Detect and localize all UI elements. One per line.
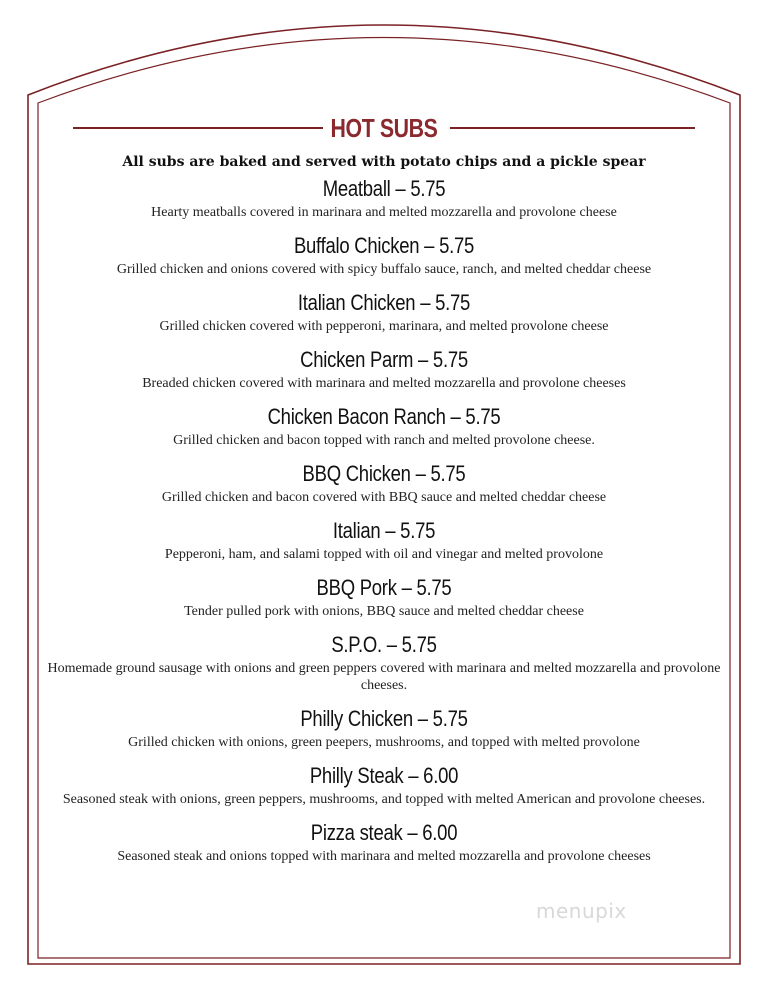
menu-item-description: Pepperoni, ham, and salami topped with oil and vinegar and melted provolone xyxy=(164,547,604,562)
menu-item-list xyxy=(40,174,728,865)
menu-item-name: Philly Steak – 6.00 xyxy=(309,763,459,788)
menu-item xyxy=(40,704,728,751)
menu-item-description: Seasoned steak with onions, green peppers, mushrooms, and topped with melted American and provolone cheeses. xyxy=(62,792,706,807)
menu-item-description: Homemade ground sausage with onions and green peppers covered with marinara and melted mozzarella and provolone cheeses. xyxy=(47,661,721,693)
section-subtitle: All subs are baked and served with potato chips and a pickle spear xyxy=(122,154,646,170)
menu-item-description: Breaded chicken covered with marinara and melted mozzarella and provolone cheeses xyxy=(142,376,626,391)
menu-item xyxy=(40,573,728,620)
section-title: HOT SUBS xyxy=(330,113,438,143)
menu-item xyxy=(40,818,728,865)
menu-item-description: Grilled chicken covered with pepperoni, marinara, and melted provolone cheese xyxy=(159,319,609,334)
menu-item-name: Meatball – 5.75 xyxy=(322,176,446,201)
watermark-logo: menupix xyxy=(536,899,627,923)
menu-item-name: Chicken Bacon Ranch – 5.75 xyxy=(267,404,501,429)
menu-item xyxy=(40,516,728,563)
menu-item-name: Italian – 5.75 xyxy=(332,518,436,543)
menu-item-description: Seasoned steak and onions topped with marinara and melted mozzarella and provolone cheeses xyxy=(117,849,651,864)
menu-item-name: Chicken Parm – 5.75 xyxy=(300,347,468,372)
menu-item-name: BBQ Chicken – 5.75 xyxy=(302,461,466,486)
menu-item-description: Grilled chicken with onions, green peepers, mushrooms, and topped with melted provolone xyxy=(128,735,640,750)
menu-item-name: Pizza steak – 6.00 xyxy=(310,820,458,845)
menu-item-name: Buffalo Chicken – 5.75 xyxy=(293,233,475,258)
menu-item-name: S.P.O. – 5.75 xyxy=(331,632,437,657)
menu-item-description: Grilled chicken and bacon covered with BBQ sauce and melted cheddar cheese xyxy=(161,490,607,505)
menu-item xyxy=(40,402,728,449)
menu-item xyxy=(40,345,728,392)
menu-content xyxy=(40,108,728,865)
menu-item-name: Philly Chicken – 5.75 xyxy=(300,706,468,731)
menu-item xyxy=(40,761,728,808)
menu-item xyxy=(40,630,728,694)
menu-item xyxy=(40,174,728,221)
menu-item-description: Grilled chicken and bacon topped with ranch and melted provolone cheese. xyxy=(173,433,595,448)
menu-item-description: Hearty meatballs covered in marinara and melted mozzarella and provolone cheese xyxy=(151,205,617,220)
menu-item-name: Italian Chicken – 5.75 xyxy=(297,290,471,315)
menu-item-description: Grilled chicken and onions covered with spicy buffalo sauce, ranch, and melted cheddar cheese xyxy=(116,262,652,277)
menu-item-description: Tender pulled pork with onions, BBQ sauce and melted cheddar cheese xyxy=(184,604,584,619)
menu-item xyxy=(40,459,728,506)
section-header xyxy=(40,108,728,148)
menu-item xyxy=(40,288,728,335)
menu-item xyxy=(40,231,728,278)
menu-item-name: BBQ Pork – 5.75 xyxy=(316,575,452,600)
header-rule-right xyxy=(450,127,695,129)
